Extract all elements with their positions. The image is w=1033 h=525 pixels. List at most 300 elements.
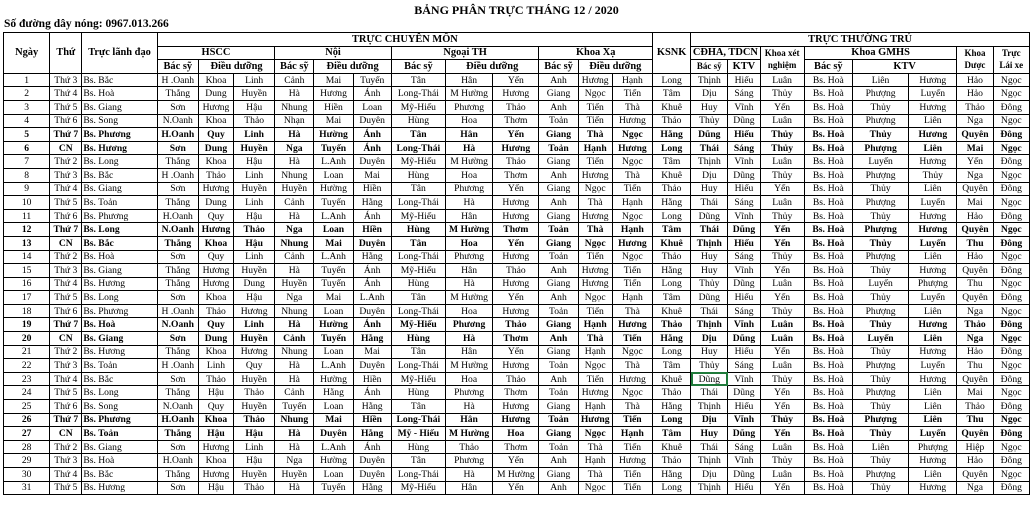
cell-khoa-duoc[interactable]: Nga <box>957 332 993 346</box>
cell-thu[interactable]: Thứ 7 <box>50 128 82 142</box>
cell-hscc-dieu-duong-2[interactable]: Linh <box>234 318 275 332</box>
cell-ngoai-dieu-duong-2[interactable]: Hương <box>493 359 539 373</box>
cell-hscc-dieu-duong-1[interactable]: Dung <box>198 87 233 101</box>
cell-noi-dieu-duong-2[interactable]: Hiền <box>353 372 391 386</box>
cell-hscc-bac-si[interactable]: H .Oanh <box>157 359 198 373</box>
cell-truc-lai-xe[interactable]: Ngọc <box>993 413 1029 427</box>
cell-cdha-ktv[interactable]: Sáng <box>728 141 760 155</box>
cell-truc-lanh-dao[interactable]: Bs. Bắc <box>82 236 157 250</box>
cell-cdha-bac-si[interactable]: Thái <box>691 141 728 155</box>
cell-cdha-ktv[interactable]: Vĩnh <box>728 318 760 332</box>
cell-hscc-bac-si[interactable]: Thắng <box>157 155 198 169</box>
cell-xa-dieu-duong-1[interactable]: Thà <box>578 468 612 482</box>
cell-hscc-dieu-duong-2[interactable]: Thảo <box>234 386 275 400</box>
cell-xa-dieu-duong-1[interactable]: Tiến <box>578 304 612 318</box>
cell-thu[interactable]: CN <box>50 236 82 250</box>
cell-hscc-dieu-duong-1[interactable]: Hương <box>198 468 233 482</box>
cell-gmhs-ktv-1[interactable]: Thủy <box>852 454 908 468</box>
cell-noi-bac-si[interactable]: Hà <box>275 87 314 101</box>
cell-noi-dieu-duong-2[interactable]: Hằng <box>353 481 391 495</box>
cell-noi-dieu-duong-1[interactable]: Loan <box>314 468 353 482</box>
cell-xa-dieu-duong-1[interactable]: Thà <box>578 128 612 142</box>
cell-hscc-bac-si[interactable]: Sơn <box>157 291 198 305</box>
cell-noi-dieu-duong-1[interactable]: Mai <box>314 413 353 427</box>
cell-cdha-bac-si[interactable]: Huy <box>691 100 728 114</box>
cell-hscc-bac-si[interactable]: H .Oanh <box>157 304 198 318</box>
cell-ngay[interactable]: 10 <box>4 196 50 210</box>
cell-ngoai-dieu-duong-1[interactable]: M Hường <box>446 223 493 237</box>
cell-cdha-bac-si[interactable]: Huy <box>691 264 728 278</box>
cell-truc-lanh-dao[interactable]: Bs. Giang <box>82 332 157 346</box>
cell-noi-bac-si[interactable]: Nhung <box>275 304 314 318</box>
cell-xa-dieu-duong-1[interactable]: Thà <box>578 440 612 454</box>
cell-truc-lai-xe[interactable]: Đông <box>993 100 1029 114</box>
cell-hscc-dieu-duong-2[interactable]: Linh <box>234 440 275 454</box>
cell-khoa-xet-nghiem[interactable]: Thủy <box>760 87 804 101</box>
cell-noi-dieu-duong-1[interactable]: Hằng <box>314 386 353 400</box>
cell-hscc-dieu-duong-2[interactable]: Quy <box>234 359 275 373</box>
cell-hscc-bac-si[interactable]: Sơn <box>157 440 198 454</box>
cell-noi-dieu-duong-1[interactable]: Hương <box>314 87 353 101</box>
cell-ngoai-bac-si[interactable]: Hùng <box>391 332 445 346</box>
cell-khoa-duoc[interactable]: Hảo <box>957 250 993 264</box>
cell-noi-bac-si[interactable]: Nga <box>275 454 314 468</box>
cell-truc-lanh-dao[interactable]: Bs. Hương <box>82 141 157 155</box>
cell-xa-bac-si[interactable]: Giang <box>539 236 578 250</box>
cell-thu[interactable]: Thứ 4 <box>50 372 82 386</box>
cell-khoa-duoc[interactable]: Nga <box>957 168 993 182</box>
cell-xa-bac-si[interactable]: Giang <box>539 209 578 223</box>
cell-xa-dieu-duong-1[interactable]: Ngọc <box>578 427 612 441</box>
cell-hscc-dieu-duong-1[interactable]: Hương <box>198 100 233 114</box>
cell-thu[interactable]: Thứ 2 <box>50 250 82 264</box>
cell-xa-bac-si[interactable]: Giang <box>539 155 578 169</box>
cell-hscc-dieu-duong-1[interactable]: Dung <box>198 141 233 155</box>
cell-gmhs-ktv-1[interactable]: Phượng <box>852 87 908 101</box>
cell-hscc-bac-si[interactable]: H.Oanh <box>157 413 198 427</box>
cell-cdha-ktv[interactable]: Hiếu <box>728 236 760 250</box>
cell-noi-bac-si[interactable]: Cảnh <box>275 196 314 210</box>
cell-ngoai-dieu-duong-1[interactable]: Hoa <box>446 236 493 250</box>
cell-xa-dieu-duong-2[interactable]: Tiến <box>612 332 652 346</box>
cell-noi-dieu-duong-2[interactable]: Duyên <box>353 304 391 318</box>
cell-xa-dieu-duong-2[interactable]: Thà <box>612 359 652 373</box>
cell-truc-lai-xe[interactable]: Ngọc <box>993 250 1029 264</box>
cell-ngoai-dieu-duong-1[interactable]: Phương <box>446 100 493 114</box>
cell-cdha-bac-si[interactable]: Thủy <box>691 359 728 373</box>
cell-truc-lai-xe[interactable]: Đông <box>993 345 1029 359</box>
cell-hscc-dieu-duong-1[interactable]: Khoa <box>198 73 233 87</box>
cell-hscc-bac-si[interactable]: Sơn <box>157 332 198 346</box>
cell-cdha-bac-si[interactable]: Dịu <box>691 332 728 346</box>
cell-ngoai-dieu-duong-2[interactable]: Hoa <box>493 427 539 441</box>
cell-cdha-bac-si[interactable]: Dũng <box>691 291 728 305</box>
cell-gmhs-ktv-1[interactable]: Thủy <box>852 372 908 386</box>
cell-cdha-bac-si[interactable]: Huy <box>691 345 728 359</box>
cell-gmhs-bac-si[interactable]: Bs. Hoà <box>804 100 852 114</box>
cell-thu[interactable]: Thứ 3 <box>50 359 82 373</box>
cell-khoa-xet-nghiem[interactable]: Yến <box>760 345 804 359</box>
cell-hscc-dieu-duong-1[interactable]: Dung <box>198 196 233 210</box>
cell-cdha-ktv[interactable]: Hiếu <box>728 481 760 495</box>
cell-gmhs-bac-si[interactable]: Bs. Hoà <box>804 372 852 386</box>
cell-truc-lanh-dao[interactable]: Bs. Hương <box>82 481 157 495</box>
cell-xa-bac-si[interactable]: Toản <box>539 223 578 237</box>
cell-truc-lai-xe[interactable]: Ngọc <box>993 468 1029 482</box>
cell-gmhs-ktv-2[interactable]: Liên <box>909 400 957 414</box>
cell-gmhs-ktv-2[interactable]: Hương <box>909 318 957 332</box>
cell-hscc-dieu-duong-2[interactable]: Linh <box>234 196 275 210</box>
cell-ngoai-bac-si[interactable]: Tân <box>391 291 445 305</box>
cell-gmhs-ktv-2[interactable]: Hương <box>909 481 957 495</box>
cell-khoa-xet-nghiem[interactable]: Thủy <box>760 128 804 142</box>
cell-noi-bac-si[interactable]: Nhung <box>275 413 314 427</box>
cell-ngay[interactable]: 16 <box>4 277 50 291</box>
cell-xa-dieu-duong-1[interactable]: Ngọc <box>578 182 612 196</box>
cell-xa-dieu-duong-2[interactable]: Tiến <box>612 440 652 454</box>
cell-gmhs-ktv-2[interactable]: Liên <box>909 141 957 155</box>
cell-truc-lai-xe[interactable]: Ngọc <box>993 168 1029 182</box>
cell-ngay[interactable]: 25 <box>4 400 50 414</box>
cell-cdha-ktv[interactable]: Hiếu <box>728 345 760 359</box>
cell-cdha-ktv[interactable]: Dũng <box>728 277 760 291</box>
cell-ngoai-bac-si[interactable]: Tân <box>391 400 445 414</box>
cell-noi-dieu-duong-1[interactable]: Hường <box>314 182 353 196</box>
cell-truc-lanh-dao[interactable]: Bs. Toản <box>82 359 157 373</box>
cell-noi-bac-si[interactable]: Nga <box>275 223 314 237</box>
cell-xa-bac-si[interactable]: Anh <box>539 291 578 305</box>
cell-cdha-bac-si[interactable]: Thái <box>691 196 728 210</box>
cell-gmhs-ktv-2[interactable]: Hương <box>909 100 957 114</box>
cell-thu[interactable]: Thứ 4 <box>50 182 82 196</box>
cell-cdha-bac-si[interactable]: Thịnh <box>691 73 728 87</box>
cell-ngay[interactable]: 30 <box>4 468 50 482</box>
cell-hscc-dieu-duong-2[interactable]: Hậu <box>234 291 275 305</box>
cell-ksnk[interactable]: Tâm <box>653 87 691 101</box>
cell-ngay[interactable]: 20 <box>4 332 50 346</box>
cell-gmhs-ktv-1[interactable]: Thủy <box>852 481 908 495</box>
cell-ksnk[interactable]: Khuê <box>653 304 691 318</box>
cell-hscc-dieu-duong-2[interactable]: Huyền <box>234 400 275 414</box>
cell-hscc-dieu-duong-2[interactable]: Huyền <box>234 468 275 482</box>
cell-xa-dieu-duong-2[interactable]: Hương <box>612 454 652 468</box>
cell-xa-bac-si[interactable]: Toản <box>539 440 578 454</box>
cell-ngoai-bac-si[interactable]: Hùng <box>391 386 445 400</box>
cell-cdha-ktv[interactable]: Dũng <box>728 168 760 182</box>
cell-gmhs-ktv-1[interactable]: Phượng <box>852 359 908 373</box>
cell-cdha-ktv[interactable]: Sáng <box>728 87 760 101</box>
cell-ngoai-dieu-duong-1[interactable]: M Hường <box>446 87 493 101</box>
cell-truc-lai-xe[interactable]: Ngọc <box>993 196 1029 210</box>
cell-cdha-bac-si[interactable]: Thái <box>691 304 728 318</box>
cell-gmhs-bac-si[interactable]: Bs. Hoà <box>804 318 852 332</box>
cell-noi-dieu-duong-2[interactable]: Hằng <box>353 427 391 441</box>
cell-ngoai-bac-si[interactable]: Mỹ-Hiếu <box>391 264 445 278</box>
cell-khoa-duoc[interactable]: Quyên <box>957 427 993 441</box>
cell-xa-dieu-duong-2[interactable]: Tiến <box>612 481 652 495</box>
cell-ksnk[interactable]: Long <box>653 73 691 87</box>
cell-khoa-duoc[interactable]: Hảo <box>957 209 993 223</box>
cell-cdha-bac-si[interactable]: Dũng <box>691 372 728 386</box>
cell-xa-dieu-duong-1[interactable]: Thà <box>578 223 612 237</box>
cell-hscc-dieu-duong-2[interactable]: Hậu <box>234 427 275 441</box>
cell-gmhs-ktv-2[interactable]: Liên <box>909 304 957 318</box>
cell-gmhs-bac-si[interactable]: Bs. Hoà <box>804 223 852 237</box>
cell-truc-lanh-dao[interactable]: Bs. Bắc <box>82 372 157 386</box>
cell-xa-dieu-duong-1[interactable]: Tiến <box>578 114 612 128</box>
cell-gmhs-bac-si[interactable]: Bs. Hoà <box>804 128 852 142</box>
cell-gmhs-ktv-1[interactable]: Thủy <box>852 128 908 142</box>
cell-ngoai-dieu-duong-2[interactable]: Thảo <box>493 318 539 332</box>
cell-cdha-ktv[interactable]: Hiếu <box>728 73 760 87</box>
cell-khoa-xet-nghiem[interactable]: Thủy <box>760 413 804 427</box>
cell-cdha-bac-si[interactable]: Dịu <box>691 413 728 427</box>
cell-cdha-ktv[interactable]: Sáng <box>728 196 760 210</box>
cell-noi-dieu-duong-1[interactable]: L.Anh <box>314 359 353 373</box>
cell-ngay[interactable]: 2 <box>4 87 50 101</box>
cell-ngoai-bac-si[interactable]: Tân <box>391 73 445 87</box>
cell-noi-dieu-duong-1[interactable]: L.Anh <box>314 440 353 454</box>
cell-khoa-duoc[interactable]: Quyên <box>957 372 993 386</box>
cell-truc-lai-xe[interactable]: Đông <box>993 481 1029 495</box>
cell-ngay[interactable]: 19 <box>4 318 50 332</box>
cell-xa-bac-si[interactable]: Giang <box>539 345 578 359</box>
cell-khoa-duoc[interactable]: Mai <box>957 386 993 400</box>
cell-ngoai-dieu-duong-1[interactable]: M Hường <box>446 359 493 373</box>
cell-ngoai-dieu-duong-2[interactable]: Thơm <box>493 386 539 400</box>
cell-xa-dieu-duong-2[interactable]: Tiến <box>612 182 652 196</box>
cell-hscc-dieu-duong-2[interactable]: Linh <box>234 250 275 264</box>
cell-khoa-xet-nghiem[interactable]: Thủy <box>760 454 804 468</box>
cell-gmhs-ktv-2[interactable]: Liên <box>909 332 957 346</box>
cell-hscc-dieu-duong-2[interactable]: Huyền <box>234 332 275 346</box>
cell-ngoai-dieu-duong-2[interactable]: Hương <box>493 141 539 155</box>
cell-ngoai-dieu-duong-1[interactable]: Hà <box>446 277 493 291</box>
cell-noi-bac-si[interactable]: Nga <box>275 141 314 155</box>
cell-xa-bac-si[interactable]: Toản <box>539 141 578 155</box>
cell-ngay[interactable]: 4 <box>4 114 50 128</box>
cell-xa-dieu-duong-1[interactable]: Hương <box>578 413 612 427</box>
cell-truc-lanh-dao[interactable]: Bs. Phương <box>82 209 157 223</box>
cell-hscc-dieu-duong-2[interactable]: Hương <box>234 345 275 359</box>
cell-gmhs-ktv-1[interactable]: Thủy <box>852 264 908 278</box>
cell-xa-dieu-duong-1[interactable]: Hạnh <box>578 454 612 468</box>
cell-noi-bac-si[interactable]: Hà <box>275 440 314 454</box>
cell-khoa-duoc[interactable]: Yến <box>957 155 993 169</box>
cell-noi-dieu-duong-1[interactable]: Duyên <box>314 427 353 441</box>
cell-cdha-bac-si[interactable]: Dũng <box>691 128 728 142</box>
cell-hscc-bac-si[interactable]: Thắng <box>157 277 198 291</box>
cell-noi-dieu-duong-1[interactable]: Loan <box>314 168 353 182</box>
cell-ksnk[interactable]: Tâm <box>653 427 691 441</box>
cell-xa-dieu-duong-1[interactable]: Hương <box>578 386 612 400</box>
cell-xa-bac-si[interactable]: Toản <box>539 359 578 373</box>
cell-noi-dieu-duong-2[interactable]: Ánh <box>353 87 391 101</box>
cell-cdha-bac-si[interactable]: Dịu <box>691 87 728 101</box>
cell-thu[interactable]: Thứ 5 <box>50 481 82 495</box>
cell-hscc-dieu-duong-2[interactable]: Linh <box>234 128 275 142</box>
cell-khoa-duoc[interactable]: Nga <box>957 481 993 495</box>
cell-gmhs-ktv-2[interactable]: Hương <box>909 264 957 278</box>
cell-cdha-ktv[interactable]: Dũng <box>728 386 760 400</box>
cell-gmhs-ktv-1[interactable]: Phượng <box>852 413 908 427</box>
cell-xa-bac-si[interactable]: Anh <box>539 196 578 210</box>
cell-ngoai-dieu-duong-1[interactable]: Hà <box>446 332 493 346</box>
cell-thu[interactable]: Thứ 7 <box>50 413 82 427</box>
cell-xa-bac-si[interactable]: Giang <box>539 182 578 196</box>
cell-cdha-bac-si[interactable]: Thịnh <box>691 481 728 495</box>
cell-ksnk[interactable]: Long <box>653 141 691 155</box>
cell-gmhs-ktv-1[interactable]: Phượng <box>852 386 908 400</box>
cell-truc-lanh-dao[interactable]: Bs. Hương <box>82 277 157 291</box>
cell-truc-lanh-dao[interactable]: Bs. Hoà <box>82 87 157 101</box>
cell-hscc-dieu-duong-2[interactable]: Hậu <box>234 236 275 250</box>
cell-truc-lanh-dao[interactable]: Bs. Giang <box>82 440 157 454</box>
cell-ngoai-dieu-duong-1[interactable]: Hoa <box>446 168 493 182</box>
cell-ngoai-dieu-duong-2[interactable]: Yến <box>493 345 539 359</box>
cell-gmhs-ktv-1[interactable]: Luyến <box>852 155 908 169</box>
cell-ngoai-bac-si[interactable]: Long-Thái <box>391 196 445 210</box>
cell-hscc-dieu-duong-1[interactable]: Hương <box>198 223 233 237</box>
cell-ngoai-dieu-duong-2[interactable]: Hương <box>493 400 539 414</box>
cell-noi-dieu-duong-2[interactable]: Hiền <box>353 223 391 237</box>
cell-gmhs-ktv-2[interactable]: Hương <box>909 155 957 169</box>
cell-noi-dieu-duong-1[interactable]: Tuyến <box>314 277 353 291</box>
cell-ngoai-dieu-duong-2[interactable]: Thảo <box>493 372 539 386</box>
cell-hscc-bac-si[interactable]: N.Oanh <box>157 318 198 332</box>
cell-ngoai-bac-si[interactable]: Hùng <box>391 440 445 454</box>
cell-ngoai-dieu-duong-1[interactable]: Phương <box>446 386 493 400</box>
cell-gmhs-bac-si[interactable]: Bs. Hoà <box>804 468 852 482</box>
cell-ngoai-bac-si[interactable]: Hùng <box>391 277 445 291</box>
cell-noi-bac-si[interactable]: Hà <box>275 209 314 223</box>
cell-khoa-xet-nghiem[interactable]: Yến <box>760 427 804 441</box>
cell-xa-dieu-duong-1[interactable]: Tiến <box>578 372 612 386</box>
cell-khoa-xet-nghiem[interactable]: Yến <box>760 264 804 278</box>
cell-noi-dieu-duong-1[interactable]: Mai <box>314 236 353 250</box>
cell-truc-lanh-dao[interactable]: Bs. Bắc <box>82 73 157 87</box>
cell-gmhs-ktv-1[interactable]: Phượng <box>852 114 908 128</box>
cell-cdha-ktv[interactable]: Sáng <box>728 250 760 264</box>
cell-hscc-dieu-duong-2[interactable]: Hương <box>234 304 275 318</box>
cell-khoa-xet-nghiem[interactable]: Yến <box>760 236 804 250</box>
cell-xa-dieu-duong-2[interactable]: Thà <box>612 168 652 182</box>
cell-gmhs-ktv-1[interactable]: Thủy <box>852 291 908 305</box>
cell-noi-dieu-duong-1[interactable]: L.Anh <box>314 250 353 264</box>
cell-hscc-dieu-duong-2[interactable]: Thảo <box>234 223 275 237</box>
cell-noi-dieu-duong-2[interactable]: Loan <box>353 100 391 114</box>
cell-khoa-xet-nghiem[interactable]: Yến <box>760 291 804 305</box>
cell-hscc-dieu-duong-1[interactable]: Quy <box>198 209 233 223</box>
cell-ngoai-dieu-duong-2[interactable]: Thơm <box>493 332 539 346</box>
cell-noi-bac-si[interactable]: Huyền <box>275 277 314 291</box>
cell-gmhs-bac-si[interactable]: Bs. Hoà <box>804 73 852 87</box>
cell-truc-lai-xe[interactable]: Ngọc <box>993 304 1029 318</box>
cell-khoa-duoc[interactable]: Hiệp <box>957 440 993 454</box>
cell-truc-lai-xe[interactable]: Đông <box>993 372 1029 386</box>
cell-ngoai-dieu-duong-1[interactable]: Hân <box>446 209 493 223</box>
cell-truc-lai-xe[interactable]: Ngọc <box>993 359 1029 373</box>
cell-ngoai-dieu-duong-2[interactable]: Thơm <box>493 440 539 454</box>
cell-gmhs-ktv-2[interactable]: Luyến <box>909 87 957 101</box>
cell-truc-lanh-dao[interactable]: Bs. Phương <box>82 413 157 427</box>
cell-gmhs-bac-si[interactable]: Bs. Hoà <box>804 454 852 468</box>
cell-hscc-dieu-duong-2[interactable]: Hậu <box>234 209 275 223</box>
cell-ngoai-bac-si[interactable]: Long-Thái <box>391 304 445 318</box>
cell-khoa-duoc[interactable]: Thảo <box>957 318 993 332</box>
cell-ngay[interactable]: 22 <box>4 359 50 373</box>
cell-ksnk[interactable]: Hằng <box>653 196 691 210</box>
cell-noi-dieu-duong-2[interactable]: Hằng <box>353 400 391 414</box>
cell-xa-bac-si[interactable]: Toản <box>539 304 578 318</box>
cell-noi-dieu-duong-1[interactable]: Tuyến <box>314 332 353 346</box>
cell-ngay[interactable]: 11 <box>4 209 50 223</box>
cell-xa-dieu-duong-1[interactable]: Hương <box>578 277 612 291</box>
cell-ngoai-dieu-duong-1[interactable]: M Hường <box>446 427 493 441</box>
cell-xa-dieu-duong-1[interactable]: Ngọc <box>578 291 612 305</box>
cell-noi-dieu-duong-2[interactable]: Ánh <box>353 264 391 278</box>
cell-truc-lai-xe[interactable]: Đông <box>993 454 1029 468</box>
cell-hscc-dieu-duong-2[interactable]: Huyền <box>234 264 275 278</box>
cell-truc-lai-xe[interactable]: Ngọc <box>993 87 1029 101</box>
cell-cdha-ktv[interactable]: Hiếu <box>728 182 760 196</box>
cell-noi-dieu-duong-1[interactable]: L.Anh <box>314 209 353 223</box>
cell-truc-lanh-dao[interactable]: Bs. Song <box>82 400 157 414</box>
cell-xa-dieu-duong-1[interactable]: Tiến <box>578 100 612 114</box>
cell-ngay[interactable]: 1 <box>4 73 50 87</box>
cell-thu[interactable]: CN <box>50 141 82 155</box>
cell-gmhs-ktv-1[interactable]: Liên <box>852 440 908 454</box>
cell-ngoai-dieu-duong-1[interactable]: Hân <box>446 345 493 359</box>
cell-ngoai-bac-si[interactable]: Mỹ-Hiếu <box>391 318 445 332</box>
cell-ngoai-bac-si[interactable]: Long-Thái <box>391 141 445 155</box>
cell-gmhs-ktv-1[interactable]: Phượng <box>852 304 908 318</box>
cell-xa-bac-si[interactable]: Anh <box>539 168 578 182</box>
cell-noi-bac-si[interactable]: Nga <box>275 291 314 305</box>
cell-thu[interactable]: Thứ 5 <box>50 386 82 400</box>
cell-noi-bac-si[interactable]: Cảnh <box>275 332 314 346</box>
cell-ngoai-dieu-duong-1[interactable]: Hân <box>446 264 493 278</box>
cell-thu[interactable]: Thứ 2 <box>50 345 82 359</box>
cell-gmhs-bac-si[interactable]: Bs. Hoà <box>804 87 852 101</box>
cell-noi-dieu-duong-2[interactable]: Duyên <box>353 114 391 128</box>
cell-khoa-xet-nghiem[interactable]: Luân <box>760 196 804 210</box>
cell-gmhs-bac-si[interactable]: Bs. Hoà <box>804 413 852 427</box>
cell-ngoai-dieu-duong-1[interactable]: Hân <box>446 413 493 427</box>
cell-ngoai-dieu-duong-2[interactable]: Yến <box>493 236 539 250</box>
cell-truc-lanh-dao[interactable]: Bs. Hoà <box>82 454 157 468</box>
cell-gmhs-ktv-1[interactable]: Thủy <box>852 236 908 250</box>
cell-thu[interactable]: Thứ 5 <box>50 100 82 114</box>
cell-hscc-bac-si[interactable]: Thắng <box>157 468 198 482</box>
cell-hscc-dieu-duong-1[interactable]: Khoa <box>198 345 233 359</box>
cell-khoa-xet-nghiem[interactable]: Yến <box>760 100 804 114</box>
cell-khoa-duoc[interactable]: Hảo <box>957 345 993 359</box>
cell-ngay[interactable]: 9 <box>4 182 50 196</box>
cell-hscc-dieu-duong-1[interactable]: Khoa <box>198 114 233 128</box>
cell-ngoai-dieu-duong-2[interactable]: Thảo <box>493 100 539 114</box>
cell-khoa-xet-nghiem[interactable]: Thủy <box>760 372 804 386</box>
cell-ngoai-bac-si[interactable]: Long-Thái <box>391 87 445 101</box>
cell-khoa-duoc[interactable]: Thu <box>957 413 993 427</box>
cell-khoa-duoc[interactable]: Thu <box>957 277 993 291</box>
cell-ngoai-dieu-duong-1[interactable]: Phương <box>446 250 493 264</box>
cell-ksnk[interactable]: Tâm <box>653 155 691 169</box>
cell-cdha-bac-si[interactable]: Thái <box>691 223 728 237</box>
cell-hscc-dieu-duong-1[interactable]: Thảo <box>198 372 233 386</box>
cell-ngoai-bac-si[interactable]: Long-Thái <box>391 413 445 427</box>
cell-ngoai-bac-si[interactable]: Tân <box>391 454 445 468</box>
